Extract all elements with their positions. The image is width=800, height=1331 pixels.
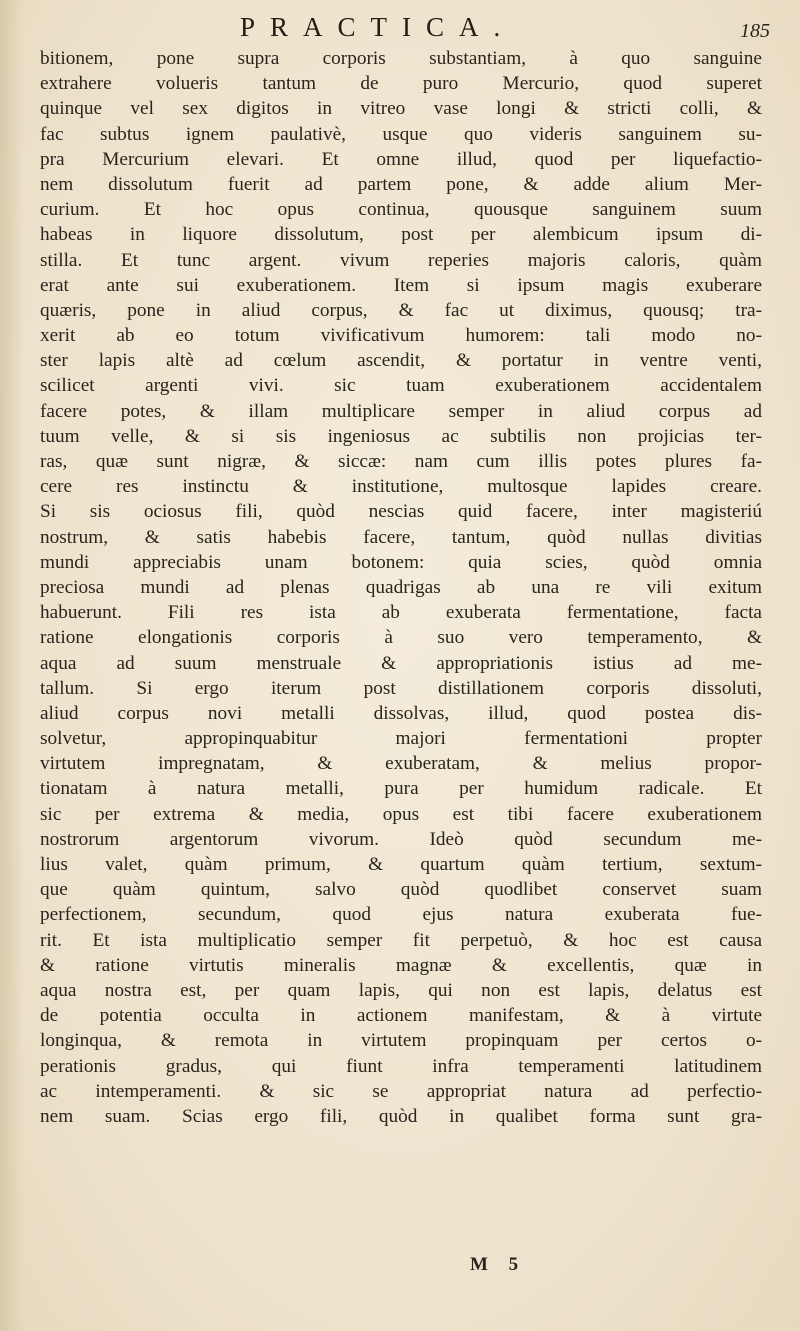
text-line: tuum velle, & si sis ingeniosus ac subtilis non projicias ter- <box>40 425 762 447</box>
text-line: xerit ab eo totum vivificativum humorem: tali modo no- <box>40 325 762 347</box>
text-line: stilla. Et tunc argent. vivum reperies majoris caloris, quàm <box>40 249 762 271</box>
text-line: lius valet, quàm primum, & quartum quàm tertium, sextum- <box>40 854 762 875</box>
running-title: PRACTICA. <box>240 12 516 42</box>
text-line: perationis gradus, qui fiunt infra temperamenti latitudinem <box>40 1055 762 1077</box>
page-gutter-shadow <box>0 0 24 1331</box>
text-line: extrahere volueris tantum de puro Mercurio, quod superet <box>40 73 762 95</box>
text-line: nostrorum argentorum vivorum. Ideò quòd secundum me- <box>40 828 762 850</box>
text-line: longinqua, & remota in virtutem propinquam per certos o- <box>40 1030 762 1052</box>
text-line: sic per extrema & media, opus est tibi facere exuberationem <box>40 803 762 825</box>
running-head <box>0 10 800 42</box>
text-line: erat ante sui exuberationem. Item si ipsum magis exuberare <box>40 274 762 296</box>
text-line: habeas in liquore dissolutum, post per alembicum ipsum di- <box>40 224 762 246</box>
text-line: habuerunt. Fili res ista ab exuberata fermentatione, facta <box>40 602 762 624</box>
text-line: aqua ad suum menstruale & appropriationis istius ad me- <box>40 652 762 674</box>
text-line: perfectionem, secundum, quod ejus natura exuberata fue- <box>40 904 762 926</box>
text-line: aliud corpus novi metalli dissolvas, illud, quod postea dis- <box>40 702 762 724</box>
text-line: facere potes, & illam multiplicare semper in aliud corpus ad <box>40 400 762 422</box>
text-line: & ratione virtutis mineralis magnæ & excellentis, quæ in <box>40 954 762 976</box>
text-line: ac intemperamenti. & sic se appropriat natura ad perfectio- <box>40 1080 762 1102</box>
text-line: nostrum, & satis habebis facere, tantum, quòd nullas divitias <box>40 526 762 548</box>
text-line: virtutem impregnatam, & exuberatam, & melius propor- <box>40 753 762 775</box>
text-line: ster lapis altè ad cœlum ascendit, & portatur in ventre venti, <box>40 350 762 372</box>
body-text <box>40 46 762 1129</box>
text-line: quinque vel sex digitos in vitreo vase longi & stricti colli, & <box>40 98 762 120</box>
text-line: ratione elongationis corporis à suo vero temperamento, & <box>40 627 762 649</box>
text-line: preciosa mundi ad plenas quadrigas ab una re vili exitum <box>40 576 762 598</box>
text-line: curium. Et hoc opus continua, quousque sanguinem suum <box>40 199 762 221</box>
text-line: nem suam. Scias ergo fili, quòd in qualibet forma sunt gra- <box>40 1105 762 1127</box>
text-line: aqua nostra est, per quam lapis, qui non est lapis, delatus est <box>40 979 762 1001</box>
text-line: que quàm quintum, salvo quòd quodlibet conservet suam <box>40 879 762 901</box>
text-line: nem dissolutum fuerit ad partem pone, & adde alium Mer- <box>40 173 762 195</box>
text-line: tallum. Si ergo iterum post distillationem corporis dissoluti, <box>40 677 762 699</box>
text-line: bitionem, pone supra corporis substantiam, à quo sanguine <box>40 48 762 69</box>
text-line: mundi appreciabis unam botonem: quia scies, quòd omnia <box>40 551 762 573</box>
text-line: scilicet argenti vivi. sic tuam exuberationem accidentalem <box>40 375 762 397</box>
page-number: 185 <box>740 20 770 42</box>
text-line: solvetur, appropinquabitur majori fermentationi propter <box>40 728 762 750</box>
text-line: pra Mercurium elevari. Et omne illud, quod per liquefactio- <box>40 148 762 170</box>
text-line: de potentia occulta in actionem manifestam, & à virtute <box>40 1005 762 1027</box>
text-line: Si sis ociosus fili, quòd nescias quid facere, inter magisteriú <box>40 501 762 523</box>
text-line: rit. Et ista multiplicatio semper fit perpetuò, & hoc est causa <box>40 929 762 951</box>
text-line: fac subtus ignem paulativè, usque quo videris sanguinem su- <box>40 123 762 145</box>
text-line: tionatam à natura metalli, pura per humidum radicale. Et <box>40 778 762 800</box>
text-line: cere res instinctu & institutione, multosque lapides creare. <box>40 476 762 498</box>
signature-mark: M 5 <box>470 1254 527 1275</box>
text-line: ras, quæ sunt nigræ, & siccæ: nam cum illis potes plures fa- <box>40 451 762 472</box>
text-line: quæris, pone in aliud corpus, & fac ut diximus, quousq; tra- <box>40 299 762 321</box>
